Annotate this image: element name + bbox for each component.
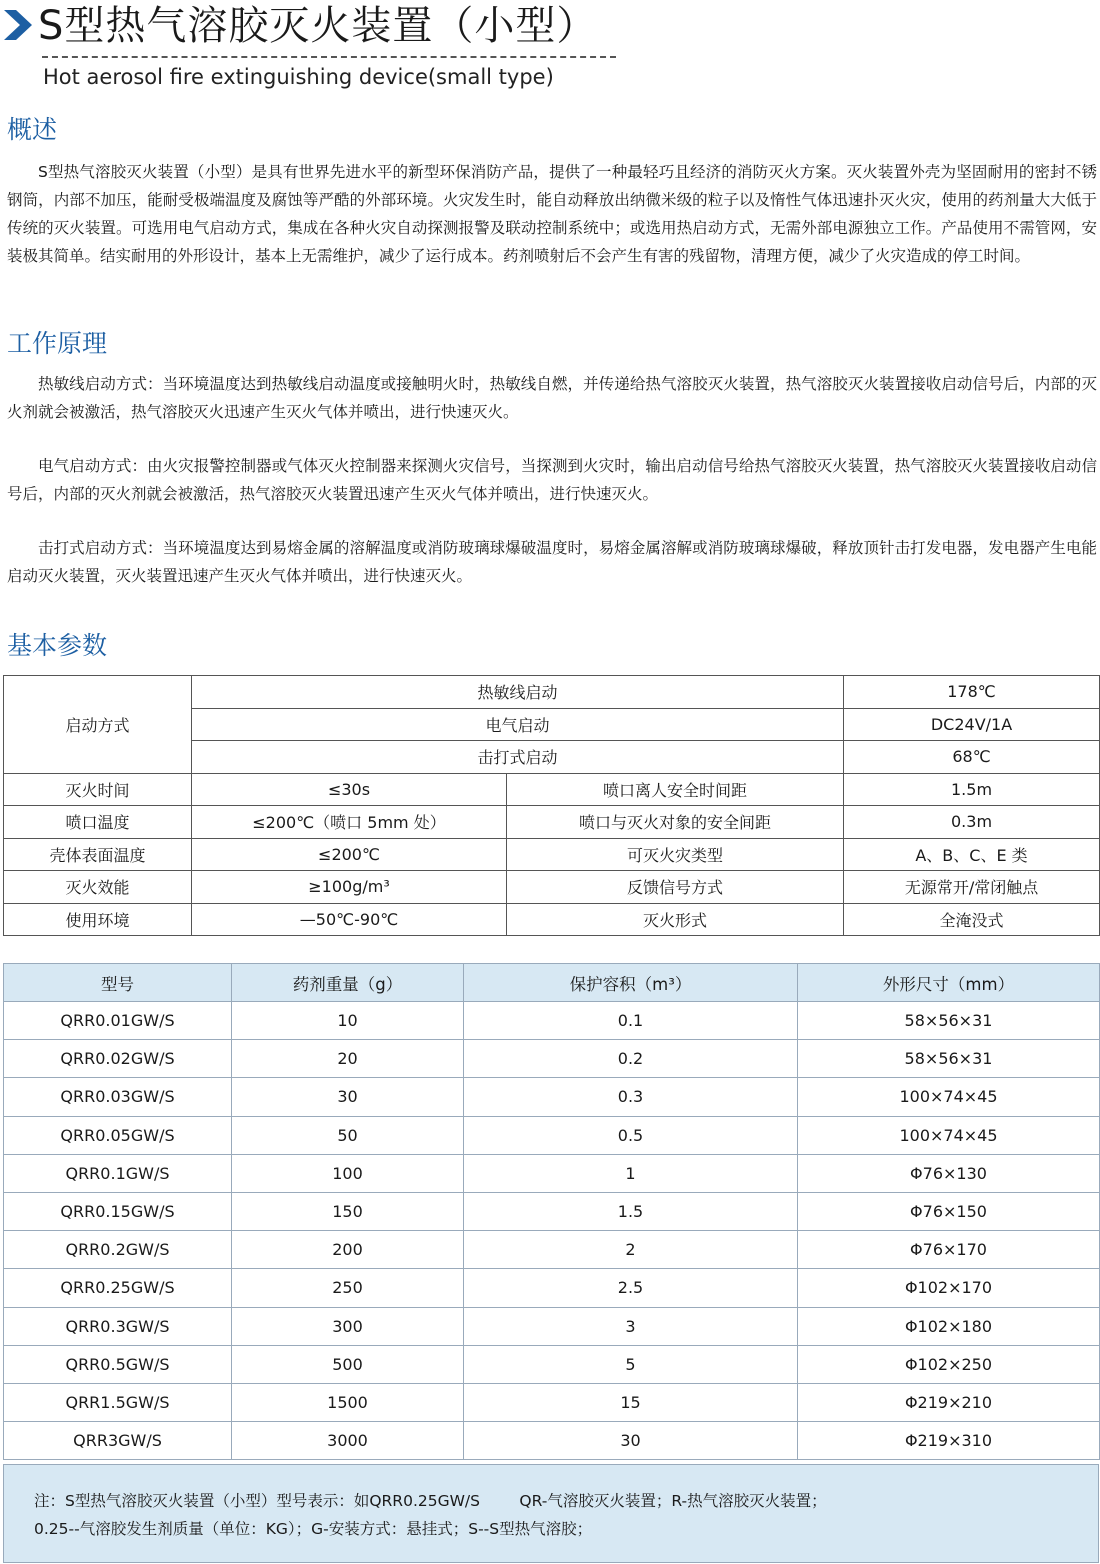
weight-cell: 10 [232, 1002, 464, 1040]
param-value: 1.5m [844, 773, 1100, 806]
dimensions-cell: 100×74×45 [798, 1116, 1100, 1154]
volume-cell: 1 [464, 1154, 798, 1192]
dimensions-cell: Φ102×250 [798, 1345, 1100, 1383]
model-cell: QRR0.1GW/S [4, 1154, 232, 1192]
param-label: 使用环境 [4, 903, 192, 936]
table-row [4, 1345, 1100, 1383]
table-row [4, 1383, 1100, 1421]
param-label: 喷口温度 [4, 806, 192, 839]
model-cell: QRR0.03GW/S [4, 1078, 232, 1116]
params-table [3, 675, 1100, 936]
column-header-volume: 保护容积（m³） [464, 964, 798, 1002]
weight-cell: 20 [232, 1040, 464, 1078]
model-cell: QRR0.15GW/S [4, 1192, 232, 1230]
volume-cell: 0.5 [464, 1116, 798, 1154]
start-mode-value: DC24V/1A [844, 708, 1100, 741]
volume-cell: 15 [464, 1383, 798, 1421]
dimensions-cell: 58×56×31 [798, 1040, 1100, 1078]
principle-paragraph-3: 击打式启动方式：当环境温度达到易熔金属的溶解温度或消防玻璃球爆破温度时，易熔金属溶解或消防玻璃球爆破，释放顶针击打发电器，发电器产生电能启动灭火装置，灭火装置迅速产生灭火气体并喷出，进行快速灭火。 [7, 539, 1097, 585]
param-label: 灭火效能 [4, 871, 192, 904]
param-label: 可灭火灾类型 [507, 838, 844, 871]
table-row [4, 1040, 1100, 1078]
overview-text: S型热气溶胶灭火装置（小型）是具有世界先进水平的新型环保消防产品，提供了一种最轻巧且经济的消防灭火方案。灭火装置外壳为坚固耐用的密封不锈钢筒，内部不加压，能耐受极端温度及腐蚀等严酷的外部环境。火灾发生时，能自动释放出纳微米级的粒子以及惰性气体迅速扑灭火灾，使用的药剂量大大低于传统的灭火装置。可选用电气启动方式，集成在各种火灾自动探测报警及联动控制系统中；或选用热启动方式，无需外部电源独立工作。产品使用不需管网，安装极其简单。结实耐用的外形设计，基本上无需维护，减少了运行成本。药剂喷射后不会产生有害的残留物，清理方便，减少了火灾造成的停工时间。 [7, 163, 1097, 265]
note-line-2: 0.25--气溶胶发生剂质量（单位：KG）；G-安装方式：悬挂式；S--S型热气溶胶； [34, 1520, 593, 1538]
model-cell: QRR0.5GW/S [4, 1345, 232, 1383]
param-value: 无源常开/常闭触点 [844, 871, 1100, 904]
start-mode-name: 热敏线启动 [192, 676, 844, 709]
volume-cell: 2 [464, 1231, 798, 1269]
dimensions-cell: Φ102×180 [798, 1307, 1100, 1345]
volume-cell: 0.2 [464, 1040, 798, 1078]
dimensions-cell: Φ219×210 [798, 1383, 1100, 1421]
param-value: —50℃-90℃ [192, 903, 507, 936]
model-note [3, 1464, 1099, 1563]
weight-cell: 250 [232, 1269, 464, 1307]
dimensions-cell: Φ76×130 [798, 1154, 1100, 1192]
dimensions-cell: 58×56×31 [798, 1002, 1100, 1040]
param-value: ≤200℃（喷口 5mm 处） [192, 806, 507, 839]
param-value: 全淹没式 [844, 903, 1100, 936]
param-label: 反馈信号方式 [507, 871, 844, 904]
volume-cell: 3 [464, 1307, 798, 1345]
table-row [4, 806, 1100, 839]
weight-cell: 50 [232, 1116, 464, 1154]
model-cell: QRR0.3GW/S [4, 1307, 232, 1345]
column-header-dimensions: 外形尺寸（mm） [798, 964, 1100, 1002]
volume-cell: 30 [464, 1422, 798, 1460]
model-cell: QRR0.25GW/S [4, 1269, 232, 1307]
table-row [4, 1307, 1100, 1345]
models-table [3, 963, 1100, 1460]
table-row [4, 903, 1100, 936]
page-title: S型热气溶胶灭火装置（小型） [38, 3, 598, 49]
param-label: 灭火时间 [4, 773, 192, 806]
overview-heading: 概述 [7, 115, 58, 144]
table-row [4, 1002, 1100, 1040]
table-row [4, 1078, 1100, 1116]
param-value: ≤30s [192, 773, 507, 806]
weight-cell: 1500 [232, 1383, 464, 1421]
start-mode-label: 启动方式 [4, 676, 192, 774]
param-label: 灭火形式 [507, 903, 844, 936]
model-cell: QRR0.01GW/S [4, 1002, 232, 1040]
weight-cell: 150 [232, 1192, 464, 1230]
table-row [4, 1154, 1100, 1192]
table-row [4, 773, 1100, 806]
table-row [4, 1192, 1100, 1230]
dimensions-cell: 100×74×45 [798, 1078, 1100, 1116]
dimensions-cell: Φ76×150 [798, 1192, 1100, 1230]
params-heading: 基本参数 [7, 631, 108, 660]
dimensions-cell: Φ102×170 [798, 1269, 1100, 1307]
page-subtitle: Hot aerosol fire extinguishing device(small type) [43, 65, 554, 89]
table-row [4, 676, 1100, 709]
title-divider [42, 56, 616, 58]
param-label: 喷口与灭火对象的安全间距 [507, 806, 844, 839]
table-row [4, 871, 1100, 904]
table-row [4, 1269, 1100, 1307]
table-row [4, 838, 1100, 871]
weight-cell: 500 [232, 1345, 464, 1383]
param-value: 0.3m [844, 806, 1100, 839]
model-cell: QRR0.2GW/S [4, 1231, 232, 1269]
start-mode-name: 击打式启动 [192, 741, 844, 774]
weight-cell: 300 [232, 1307, 464, 1345]
volume-cell: 5 [464, 1345, 798, 1383]
volume-cell: 2.5 [464, 1269, 798, 1307]
start-mode-value: 68℃ [844, 741, 1100, 774]
volume-cell: 0.3 [464, 1078, 798, 1116]
column-header-weight: 药剂重量（g） [232, 964, 464, 1002]
volume-cell: 0.1 [464, 1002, 798, 1040]
note-line-1: 注：S型热气溶胶灭火装置（小型）型号表示：如QRR0.25GW/S QR-气溶胶灭火装置；R-热气溶胶灭火装置； [34, 1492, 827, 1510]
weight-cell: 30 [232, 1078, 464, 1116]
model-cell: QRR1.5GW/S [4, 1383, 232, 1421]
table-header-row [4, 964, 1100, 1002]
table-row [4, 1422, 1100, 1460]
volume-cell: 1.5 [464, 1192, 798, 1230]
param-label: 壳体表面温度 [4, 838, 192, 871]
table-row [4, 1116, 1100, 1154]
param-label: 喷口离人安全时间距 [507, 773, 844, 806]
start-mode-value: 178℃ [844, 676, 1100, 709]
param-value: ≥100g/m³ [192, 871, 507, 904]
chevron-right-icon [2, 8, 34, 42]
weight-cell: 3000 [232, 1422, 464, 1460]
model-cell: QRR0.02GW/S [4, 1040, 232, 1078]
model-cell: QRR3GW/S [4, 1422, 232, 1460]
principle-paragraph-1: 热敏线启动方式：当环境温度达到热敏线启动温度或接触明火时，热敏线自燃，并传递给热气溶胶灭火装置，热气溶胶灭火装置接收启动信号后，内部的灭火剂就会被激活，热气溶胶灭火迅速产生灭火气体并喷出，进行快速灭火。 [7, 375, 1097, 421]
param-value: ≤200℃ [192, 838, 507, 871]
weight-cell: 200 [232, 1231, 464, 1269]
dimensions-cell: Φ219×310 [798, 1422, 1100, 1460]
dimensions-cell: Φ76×170 [798, 1231, 1100, 1269]
principle-paragraph-2: 电气启动方式：由火灾报警控制器或气体灭火控制器来探测火灾信号，当探测到火灾时，输出启动信号给热气溶胶灭火装置，热气溶胶灭火装置接收启动信号后，内部的灭火剂就会被激活，热气溶胶灭火装置迅速产生灭火气体并喷出，进行快速灭火。 [7, 457, 1097, 503]
page-header [0, 0, 1100, 100]
table-row [4, 1231, 1100, 1269]
model-cell: QRR0.05GW/S [4, 1116, 232, 1154]
weight-cell: 100 [232, 1154, 464, 1192]
start-mode-name: 电气启动 [192, 708, 844, 741]
column-header-model: 型号 [4, 964, 232, 1002]
principle-heading: 工作原理 [7, 329, 108, 358]
param-value: A、B、C、E 类 [844, 838, 1100, 871]
